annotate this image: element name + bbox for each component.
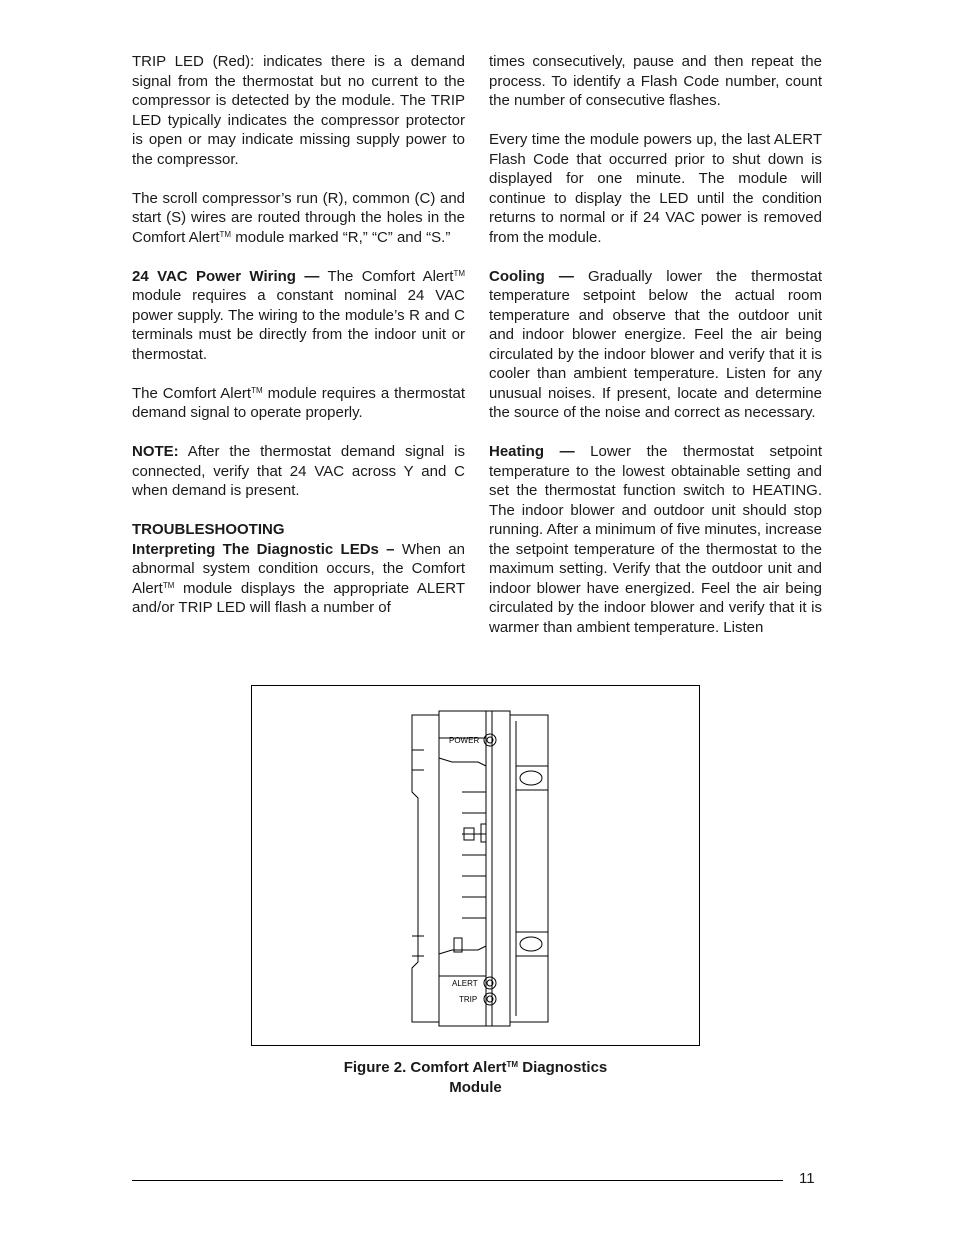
figure-caption <box>251 1058 700 1097</box>
interpreting-leds-heading: Interpreting The Diagnostic LEDs – <box>132 540 395 558</box>
cooling-paragraph: Cooling — Gradually lower the thermostat temperature setpoint below the actual room temperature and observe that the outdoor unit and indoor blower energize. Feel the air being circulated by the indoor blower and verify that it is cooler than ambient temperature. Listen for any unusual noises. If present, locate and determine the source of the noise and correct as necessary. <box>489 267 822 421</box>
terminal-ribs <box>462 792 486 918</box>
page-number: 11 <box>799 1170 815 1187</box>
trip-label: TRIP <box>459 995 478 1004</box>
power-up-paragraph: Every time the module powers up, the last ALERT Flash Code that occurred prior to shut down is displayed for one minute. The module will continue to display the LED until the condition returns to normal or if 24 VAC power is removed from the module. <box>489 131 822 246</box>
trip-led-paragraph: TRIP LED (Red): indicates there is a demand signal from the thermostat but no current to the compressor is detected by the module. The TRIP LED typically indicates the compressor protector is open or may indicate missing supply power to the compressor. <box>132 53 465 168</box>
module-housing-outline <box>412 711 548 1026</box>
cooling-heading: Cooling — <box>489 267 574 285</box>
scroll-wires-paragraph: The scroll compressor’s run (R), common (C) and start (S) wires are routed through the holes in the Comfort Alert™ module marked “R,” “C” and “S.” <box>132 189 465 246</box>
module-divider <box>486 711 492 1026</box>
right-column <box>489 52 822 657</box>
left-column <box>132 52 465 637</box>
power-label: POWER <box>449 736 480 745</box>
left-notch-top <box>412 750 424 770</box>
mounting-tab-bottom <box>516 932 548 956</box>
mounting-slot-top <box>520 771 542 785</box>
mounting-tab-top <box>516 766 548 790</box>
heating-paragraph: Heating — Lower the thermostat setpoint temperature to the lowest obtainable setting and set the thermostat function switch to HEATING. The indoor blower and outdoor unit should stop running. After a minimum of five minutes, increase the setpoint temperature of the thermostat to the maximum setting. Verify that the outdoor unit and indoor blower have energized. Feel the air being circulated by the indoor blower and verify that it is warmer than ambient temperature. Listen <box>489 443 822 636</box>
module-front-panel <box>439 715 486 1022</box>
terminal-clip-right <box>481 824 486 842</box>
power-wiring-heading: 24 VAC Power Wiring — <box>132 267 320 285</box>
heating-heading: Heating — <box>489 443 575 460</box>
flash-code-paragraph: times consecutively, pause and then repeat the process. To identify a Flash Code number, count the number of consecutive flashes. <box>489 53 822 109</box>
footer-rule <box>132 1180 783 1181</box>
note-paragraph: NOTE: After the thermostat demand signal is connected, verify that 24 VAC across Y and C when demand is present. <box>132 443 465 499</box>
figure-caption-line2: Module <box>449 1078 502 1096</box>
interpreting-leds-paragraph: Interpreting The Diagnostic LEDs – When an abnormal system condition occurs, the Comfort Alert™ module displays the appropriate ALERT and/or TRIP LED will flash a number of <box>132 540 465 616</box>
figure-caption-line1: Figure 2. Comfort Alert™ Diagnostics <box>343 1059 608 1076</box>
module-right-rail <box>510 715 516 1022</box>
note-label: NOTE: <box>132 443 179 460</box>
comfort-alert-module-drawing <box>252 686 701 1047</box>
troubleshooting-heading: TROUBLESHOOTING <box>132 521 285 538</box>
power-wiring-paragraph: 24 VAC Power Wiring — The Comfort Alert™ module requires a constant nominal 24 VAC power supply. The wiring to the module’s R and C terminals must be directly from the indoor unit or thermostat. <box>132 267 466 363</box>
demand-signal-paragraph: The Comfort Alert™ module requires a thermostat demand signal to operate properly. <box>132 384 466 421</box>
alert-label: ALERT <box>452 979 478 988</box>
mounting-slot-bottom <box>520 937 542 951</box>
figure-box <box>251 685 700 1046</box>
